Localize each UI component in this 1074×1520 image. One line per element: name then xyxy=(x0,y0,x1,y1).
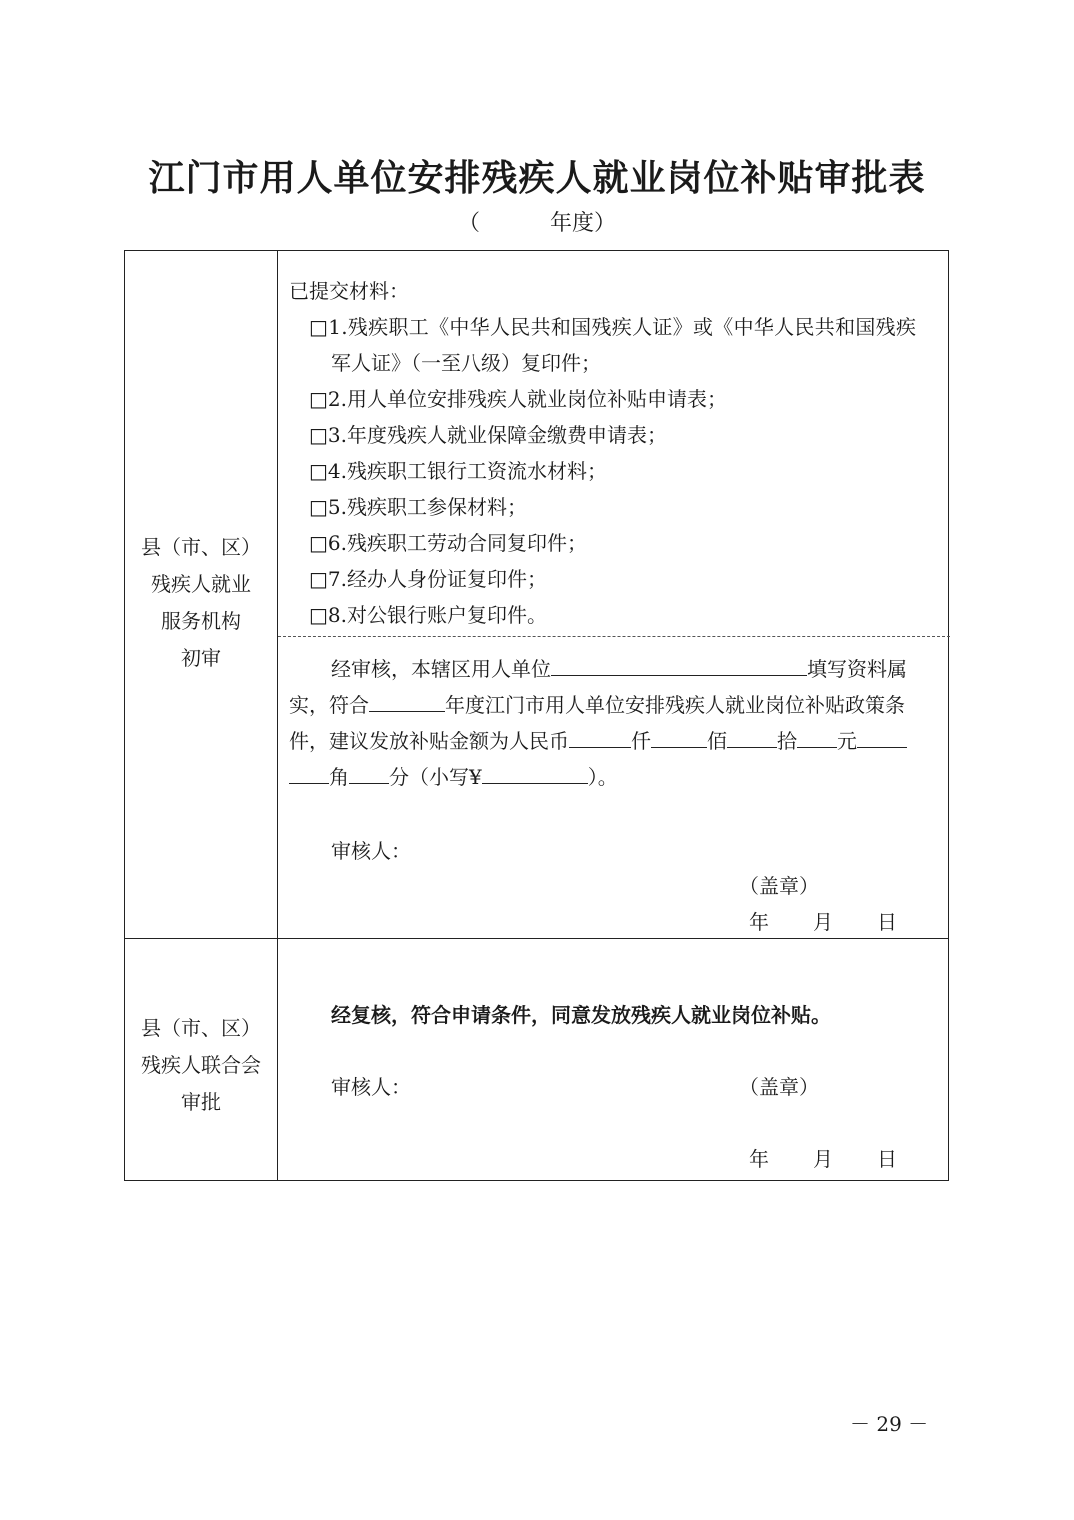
seal-label: （盖章） xyxy=(739,874,819,898)
review-text: 填写资料属 xyxy=(807,657,907,681)
year-blank[interactable] xyxy=(369,691,445,712)
review-line-4 xyxy=(289,761,618,790)
approval-statement: 经复核，符合申请条件，同意发放残疾人就业岗位补贴。 xyxy=(331,1003,831,1027)
section2-label-line: 残疾人联合会 xyxy=(141,1053,261,1077)
date-day-2: 日 xyxy=(877,1147,897,1171)
approval-table xyxy=(124,250,949,1181)
unit-bai: 佰 xyxy=(707,729,727,753)
small-amount-blank[interactable] xyxy=(482,763,588,784)
section1-label-line: 县（市、区） xyxy=(141,535,261,559)
date-day: 日 xyxy=(877,910,897,934)
unit-shi: 拾 xyxy=(777,729,797,753)
section1-label xyxy=(125,529,277,677)
small-amount-open: （小写¥ xyxy=(409,765,482,789)
form-year xyxy=(0,206,1074,237)
review-text: 实，符合 xyxy=(289,693,369,717)
material-item: □3.年度残疾人就业保障金缴费申请表； xyxy=(309,423,667,447)
date-month: 月 xyxy=(813,910,833,934)
section2-label xyxy=(125,1010,277,1121)
section2-label-line: 审批 xyxy=(181,1090,221,1114)
unit-qian: 仟 xyxy=(631,729,651,753)
material-item: □4.残疾职工银行工资流水材料； xyxy=(309,459,607,483)
year-label: 年度） xyxy=(550,211,617,236)
form-title: 江门市用人单位安排残疾人就业岗位补贴审批表 xyxy=(148,158,926,199)
review-text: 件，建议发放补贴金额为人民币 xyxy=(289,729,569,753)
amount-yuan-blank[interactable] xyxy=(797,727,837,748)
section1-label-line: 服务机构 xyxy=(161,609,241,633)
material-item: □6.残疾职工劳动合同复印件； xyxy=(309,531,587,555)
amount-qian-blank[interactable] xyxy=(569,727,631,748)
amount-shi-blank[interactable] xyxy=(727,727,777,748)
date-year: 年 xyxy=(749,910,769,934)
reviewer-label: 审核人： xyxy=(331,839,411,863)
reviewer-label-2: 审核人： xyxy=(331,1075,411,1099)
material-item: □7.经办人身份证复印件； xyxy=(309,567,547,591)
section2-label-line: 县（市、区） xyxy=(141,1016,261,1040)
review-text: 经审核，本辖区用人单位 xyxy=(331,657,551,681)
amount-bai-blank[interactable] xyxy=(651,727,707,748)
amount-fen-blank[interactable] xyxy=(349,763,389,784)
review-line-3 xyxy=(289,725,907,754)
review-text: 年度江门市用人单位安排残疾人就业岗位补贴政策条 xyxy=(445,693,905,717)
material-item: 军人证》（一至八级）复印件； xyxy=(331,351,601,375)
amount-jiao-blank[interactable] xyxy=(289,763,329,784)
unit-jiao: 角 xyxy=(329,765,349,789)
small-amount-close: ）。 xyxy=(587,765,618,789)
review-line-2 xyxy=(289,689,905,718)
amount-jiao-blank-start[interactable] xyxy=(857,727,907,748)
seal-label-2: （盖章） xyxy=(739,1075,819,1099)
material-item: □2.用人单位安排残疾人就业岗位补贴申请表； xyxy=(309,387,727,411)
review-line-1 xyxy=(331,653,907,682)
section1-label-line: 初审 xyxy=(181,646,221,670)
unit-yuan: 元 xyxy=(837,729,857,753)
section1-label-line: 残疾人就业 xyxy=(151,572,251,596)
materials-heading: 已提交材料： xyxy=(289,279,409,303)
page-number: － 29 － xyxy=(850,1412,929,1436)
year-open-paren: （ xyxy=(457,211,480,236)
material-item: □1.残疾职工《中华人民共和国残疾人证》或《中华人民共和国残疾 xyxy=(309,315,917,339)
unit-fen: 分 xyxy=(389,765,409,789)
material-item: □8.对公银行账户复印件。 xyxy=(309,603,547,627)
employer-name-blank[interactable] xyxy=(551,655,807,676)
date-year-2: 年 xyxy=(749,1147,769,1171)
date-month-2: 月 xyxy=(813,1147,833,1171)
material-item: □5.残疾职工参保材料； xyxy=(309,495,527,519)
